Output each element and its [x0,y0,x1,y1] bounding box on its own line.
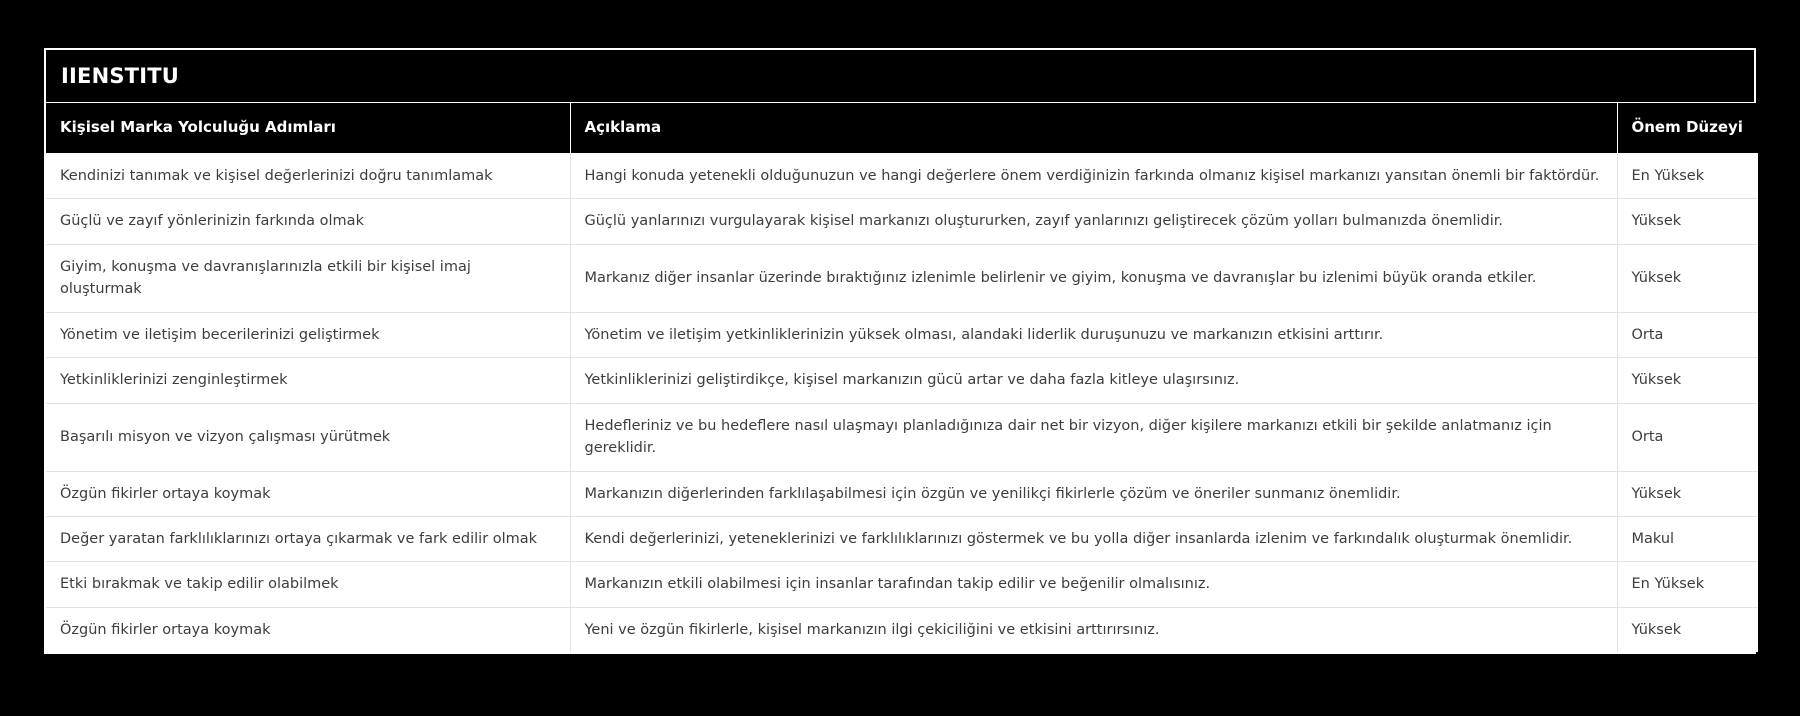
step-cell: Değer yaratan farklılıklarınızı ortaya çıkarmak ve fark edilir olmak [46,516,570,561]
description-cell: Kendi değerlerinizi, yeteneklerinizi ve farklılıklarınızı göstermek ve bu yolla diğer insanlarda izlenim ve farkındalık oluşturmak önemlidir. [570,516,1617,561]
table-row [46,358,1758,403]
step-cell: Özgün fikirler ortaya koymak [46,471,570,516]
description-cell: Yeni ve özgün fikirlerle, kişisel markanızın ilgi çekiciliğini ve etkisini arttırırsınız. [570,607,1617,652]
branding-steps-table [46,103,1758,652]
page-title: IIENSTITU [61,64,179,88]
step-cell: Özgün fikirler ortaya koymak [46,607,570,652]
table-row [46,312,1758,357]
step-cell: Yetkinliklerinizi zenginleştirmek [46,358,570,403]
title-bar [46,50,1754,103]
table-row [46,471,1758,516]
table-body [46,153,1758,652]
column-header-importance: Önem Düzeyi [1617,103,1758,153]
table-row [46,607,1758,652]
importance-cell: Yüksek [1617,471,1758,516]
description-cell: Yetkinliklerinizi geliştirdikçe, kişisel markanızın gücü artar ve daha fazla kitleye ulaşırsınız. [570,358,1617,403]
description-cell: Markanızın diğerlerinden farklılaşabilmesi için özgün ve yenilikçi fikirlerle çözüm ve öneriler sunmanız önemlidir. [570,471,1617,516]
description-cell: Hedefleriniz ve bu hedeflere nasıl ulaşmayı planladığınıza dair net bir vizyon, diğer kişilere markanızı etkili bir şekilde anlatmanız için gereklidir. [570,403,1617,471]
step-cell: Güçlü ve zayıf yönlerinizin farkında olmak [46,199,570,244]
table-row [46,244,1758,312]
table-row [46,199,1758,244]
importance-cell: Orta [1617,403,1758,471]
importance-cell: Yüksek [1617,607,1758,652]
description-cell: Markanız diğer insanlar üzerinde bıraktığınız izlenimle belirlenir ve giyim, konuşma ve davranışlar bu izlenimi büyük oranda etkiler. [570,244,1617,312]
step-cell: Kendinizi tanımak ve kişisel değerlerinizi doğru tanımlamak [46,153,570,198]
description-cell: Markanızın etkili olabilmesi için insanlar tarafından takip edilir ve beğenilir olmalısınız. [570,562,1617,607]
branding-steps-table-frame [44,48,1756,654]
table-header [46,103,1758,153]
table-row [46,516,1758,561]
importance-cell: En Yüksek [1617,562,1758,607]
step-cell: Giyim, konuşma ve davranışlarınızla etkili bir kişisel imaj oluşturmak [46,244,570,312]
description-cell: Güçlü yanlarınızı vurgulayarak kişisel markanızı oluştururken, zayıf yanlarınızı geliştirecek çözüm yolları bulmanızda önemlidir. [570,199,1617,244]
importance-cell: Yüksek [1617,358,1758,403]
step-cell: Başarılı misyon ve vizyon çalışması yürütmek [46,403,570,471]
description-cell: Hangi konuda yetenekli olduğunuzun ve hangi değerlere önem verdiğinizin farkında olmanız kişisel markanızı yansıtan önemli bir faktördür. [570,153,1617,198]
description-cell: Yönetim ve iletişim yetkinliklerinizin yüksek olması, alandaki liderlik duruşunuzu ve markanızın etkisini arttırır. [570,312,1617,357]
column-header-steps: Kişisel Marka Yolculuğu Adımları [46,103,570,153]
table-header-row [46,103,1758,153]
importance-cell: Makul [1617,516,1758,561]
table-row [46,403,1758,471]
step-cell: Etki bırakmak ve takip edilir olabilmek [46,562,570,607]
importance-cell: Orta [1617,312,1758,357]
importance-cell: Yüksek [1617,244,1758,312]
table-row [46,562,1758,607]
importance-cell: En Yüksek [1617,153,1758,198]
step-cell: Yönetim ve iletişim becerilerinizi geliştirmek [46,312,570,357]
column-header-description: Açıklama [570,103,1617,153]
table-row [46,153,1758,198]
importance-cell: Yüksek [1617,199,1758,244]
